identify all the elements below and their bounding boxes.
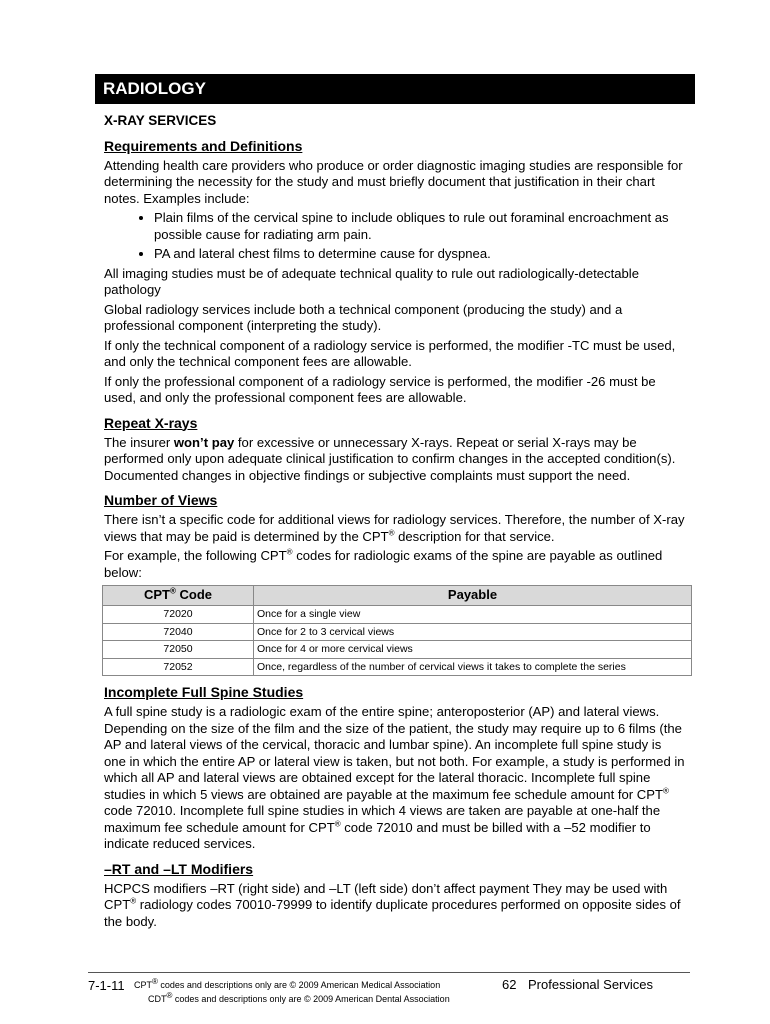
views-p2-post: codes for radiologic exams of the spine are payable as outlined below: bbox=[104, 548, 663, 580]
xray-services-subtitle: X-RAY SERVICES bbox=[104, 113, 217, 128]
26-modifier-paragraph: If only the professional component of a radiology service is performed, the modifier -26 must be used, and only the professional component fees are allowable. bbox=[104, 373, 656, 405]
views-p2-pre: For example, the following CPT bbox=[104, 548, 287, 563]
tc-modifier-paragraph: If only the technical component of a radiology service is performed, the modifier -TC must be used, and only the technical component fees are allowable. bbox=[104, 337, 676, 369]
examples-list bbox=[104, 210, 686, 263]
repeat-pre: The insurer bbox=[104, 434, 174, 450]
rt-lt-modifiers-paragraph: HCPCS modifiers –RT (right side) and –LT (left side) don’t affect payment They may be used with CPT® radiology codes 70010-79999 to identify duplicate procedures performed on opposite sides of the body. bbox=[104, 880, 681, 929]
incomplete-spine-paragraph: A full spine study is a radiologic exam of the entire spine; anteroposterior (AP) and lateral views. Depending on the size of the film and the size of the patient, the study may require up to 6 films (the AP and lateral views of the cervical, thoracic and lumbar spine). An incomplete full spine study is one in which the entire AP or lateral view is taken, but not both. For example, a study is performed in which all AP and lateral views are obtained except for the lateral thoracic. Incomplete full spine studies in which 5 views are obtained are payable at the maximum fee schedule amount for CPT® code 72010. Incomplete full spine studies in which 4 views are taken are payable at one-half the maximum fee schedule amount for CPT® code 72010 and must be billed with a –52 modifier to indicate reduced services. bbox=[104, 704, 685, 851]
table-header-row bbox=[103, 586, 692, 606]
code-cell: 72040 bbox=[103, 623, 254, 641]
number-of-views-heading: Number of Views bbox=[104, 492, 218, 508]
views-table bbox=[102, 585, 692, 676]
registered-mark: ® bbox=[286, 547, 293, 557]
code-cell: 72052 bbox=[103, 658, 254, 676]
payable-cell: Once for 4 or more cervical views bbox=[254, 641, 692, 659]
repeat-xrays-paragraph bbox=[104, 435, 686, 485]
section-title-bar bbox=[95, 74, 695, 104]
incomplete-spine-heading: Incomplete Full Spine Studies bbox=[104, 684, 304, 700]
registered-mark: ® bbox=[130, 896, 137, 906]
registered-mark: ® bbox=[388, 528, 395, 538]
registered-mark: ® bbox=[662, 786, 669, 796]
registered-mark: ® bbox=[334, 819, 341, 829]
payable-cell: Once, regardless of the number of cervical views it takes to complete the series bbox=[254, 658, 692, 676]
registered-mark: ® bbox=[169, 586, 176, 596]
column-header-payable: Payable bbox=[254, 586, 692, 606]
footer-divider bbox=[88, 972, 690, 973]
table-row bbox=[103, 658, 692, 676]
repeat-bold: won’t pay bbox=[173, 434, 235, 450]
table-row bbox=[103, 623, 692, 641]
table-row bbox=[103, 606, 692, 624]
repeat-xrays-heading: Repeat X-rays bbox=[104, 414, 198, 431]
quality-paragraph: All imaging studies must be of adequate technical quality to rule out radiologically-detectable pathology bbox=[104, 265, 639, 297]
views-paragraph-1 bbox=[104, 512, 686, 545]
list-item: • Plain films of the cervical spine to include obliques to rule out foraminal encroachment as possible cause for radiating arm pain. bbox=[154, 210, 686, 243]
code-cell: 72050 bbox=[103, 641, 254, 659]
payable-cell: Once for 2 to 3 cervical views bbox=[254, 623, 692, 641]
requirements-intro: Attending health care providers who produce or order diagnostic imaging studies are responsible for determining the necessity for the study and must briefly document that justification in their chart notes. Examples include: bbox=[104, 157, 683, 206]
footer-section-name: Professional Services bbox=[528, 977, 653, 992]
global-paragraph: Global radiology services include both a technical component (producing the study) and a professional component (interpreting the study). bbox=[104, 301, 623, 333]
views-p1-post: description for that service. bbox=[394, 528, 555, 544]
registered-mark: ® bbox=[166, 991, 173, 1000]
repeat-post: for excessive or unnecessary X-rays. Repeat or serial X-rays may be performed only upon adequate clinical justification to confirm changes in the accepted condition(s). Documented changes in objective findings or subjective complaints must support the need. bbox=[104, 434, 676, 483]
footer-page-number: 62 bbox=[502, 977, 517, 992]
code-cell: 72020 bbox=[103, 606, 254, 624]
list-item: • PA and lateral chest films to determine cause for dyspnea. bbox=[154, 246, 686, 263]
footer-cpt-notice: CPT® codes and descriptions only are © 2009 American Medical Association bbox=[134, 977, 441, 990]
registered-mark: ® bbox=[152, 977, 158, 986]
views-paragraph-2 bbox=[104, 548, 686, 581]
footer-date: 7-1-11 bbox=[88, 978, 125, 993]
payable-cell: Once for a single view bbox=[254, 606, 692, 624]
rt-lt-modifiers-heading: –RT and –LT Modifiers bbox=[104, 860, 254, 877]
section-title: RADIOLOGY bbox=[103, 79, 206, 98]
table-row bbox=[103, 641, 692, 659]
footer-cdt-notice: CDT® codes and descriptions only are © 2009 American Dental Association bbox=[148, 991, 450, 1004]
requirements-heading: Requirements and Definitions bbox=[104, 137, 303, 154]
main-content bbox=[104, 111, 686, 933]
views-p1-pre: There isn’t a specific code for additional views for radiology services. Therefore, the number of X-ray views that may be paid is determined by the CPT bbox=[104, 512, 685, 544]
column-header-code: CPT® Code bbox=[103, 586, 254, 606]
